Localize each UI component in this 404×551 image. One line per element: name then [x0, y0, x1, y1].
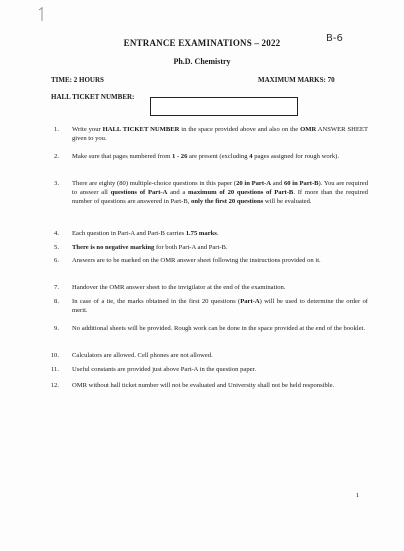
instruction-number: 3. [54, 180, 59, 187]
instruction-text: There are eighty (80) multiple-choice questions in this paper (20 in Part-A and 60 in Part-B). You are required to answer all questions of Part-A and a maximum of 20 questions of Part-B. If more than the required number of questions are answered in Part-B, only the first 20 questions will be evaluated. [72, 180, 368, 205]
instruction-text: Write your HALL TICKET NUMBER in the space provided above and also on the OMR ANSWER SHEET given to you. [72, 126, 368, 142]
instruction-number: 10. [50, 352, 59, 359]
instruction-text: OMR without hall ticket number will not be evaluated and University shall not be held responsible. [72, 382, 335, 389]
instruction-number: 7. [54, 284, 59, 291]
exam-subject: Ph.D. Chemistry [173, 57, 231, 66]
instruction-text: Each question in Part-A and Part-B carries 1.75 marks. [72, 230, 219, 237]
instruction-number: 12. [50, 382, 59, 389]
instruction-number: 5. [54, 244, 59, 251]
pen-mark-icon [36, 6, 46, 24]
instruction-number: 2. [54, 153, 59, 160]
instruction-text: Answers are to be marked on the OMR answer sheet following the instructions provided on it. [72, 257, 321, 264]
maximum-marks: MAXIMUM MARKS: 70 [258, 76, 335, 84]
instruction-number: 8. [54, 298, 59, 305]
instruction-text: No additional sheets will be provided. Rough work can be done in the space provided at the end of the booklet. [72, 325, 365, 332]
instruction-text: There is no negative marking for both Part-A and Part-B. [72, 244, 228, 251]
instruction-text: Handover the OMR answer sheet to the invigilator at the end of the examination. [72, 284, 286, 291]
instruction-number: 9. [54, 325, 59, 332]
instruction-number: 1. [54, 126, 59, 133]
instruction-number: 6. [54, 257, 59, 264]
paper-code-handwritten: B-6 [326, 33, 343, 44]
hall-ticket-number-box[interactable] [150, 97, 298, 116]
instruction-text: Calculators are allowed. Cell phones are not allowed. [72, 352, 213, 359]
page-number: 1 [356, 492, 360, 499]
instruction-text: Make sure that pages numbered from 1 - 26 are present (excluding 4 pages assigned for rough work). [72, 153, 339, 160]
instruction-text: In case of a tie, the marks obtained in the first 20 questions (Part-A) will be used to determine the order of merit. [72, 298, 369, 314]
exam-time: TIME: 2 HOURS [51, 76, 104, 84]
instruction-number: 11. [51, 366, 59, 373]
instruction-text: Useful constants are provided just above Part-A in the question paper. [72, 366, 257, 373]
exam-title: ENTRANCE EXAMINATIONS – 2022 [123, 38, 281, 48]
instruction-number: 4. [54, 230, 59, 237]
hall-ticket-label: HALL TICKET NUMBER: [51, 93, 135, 101]
